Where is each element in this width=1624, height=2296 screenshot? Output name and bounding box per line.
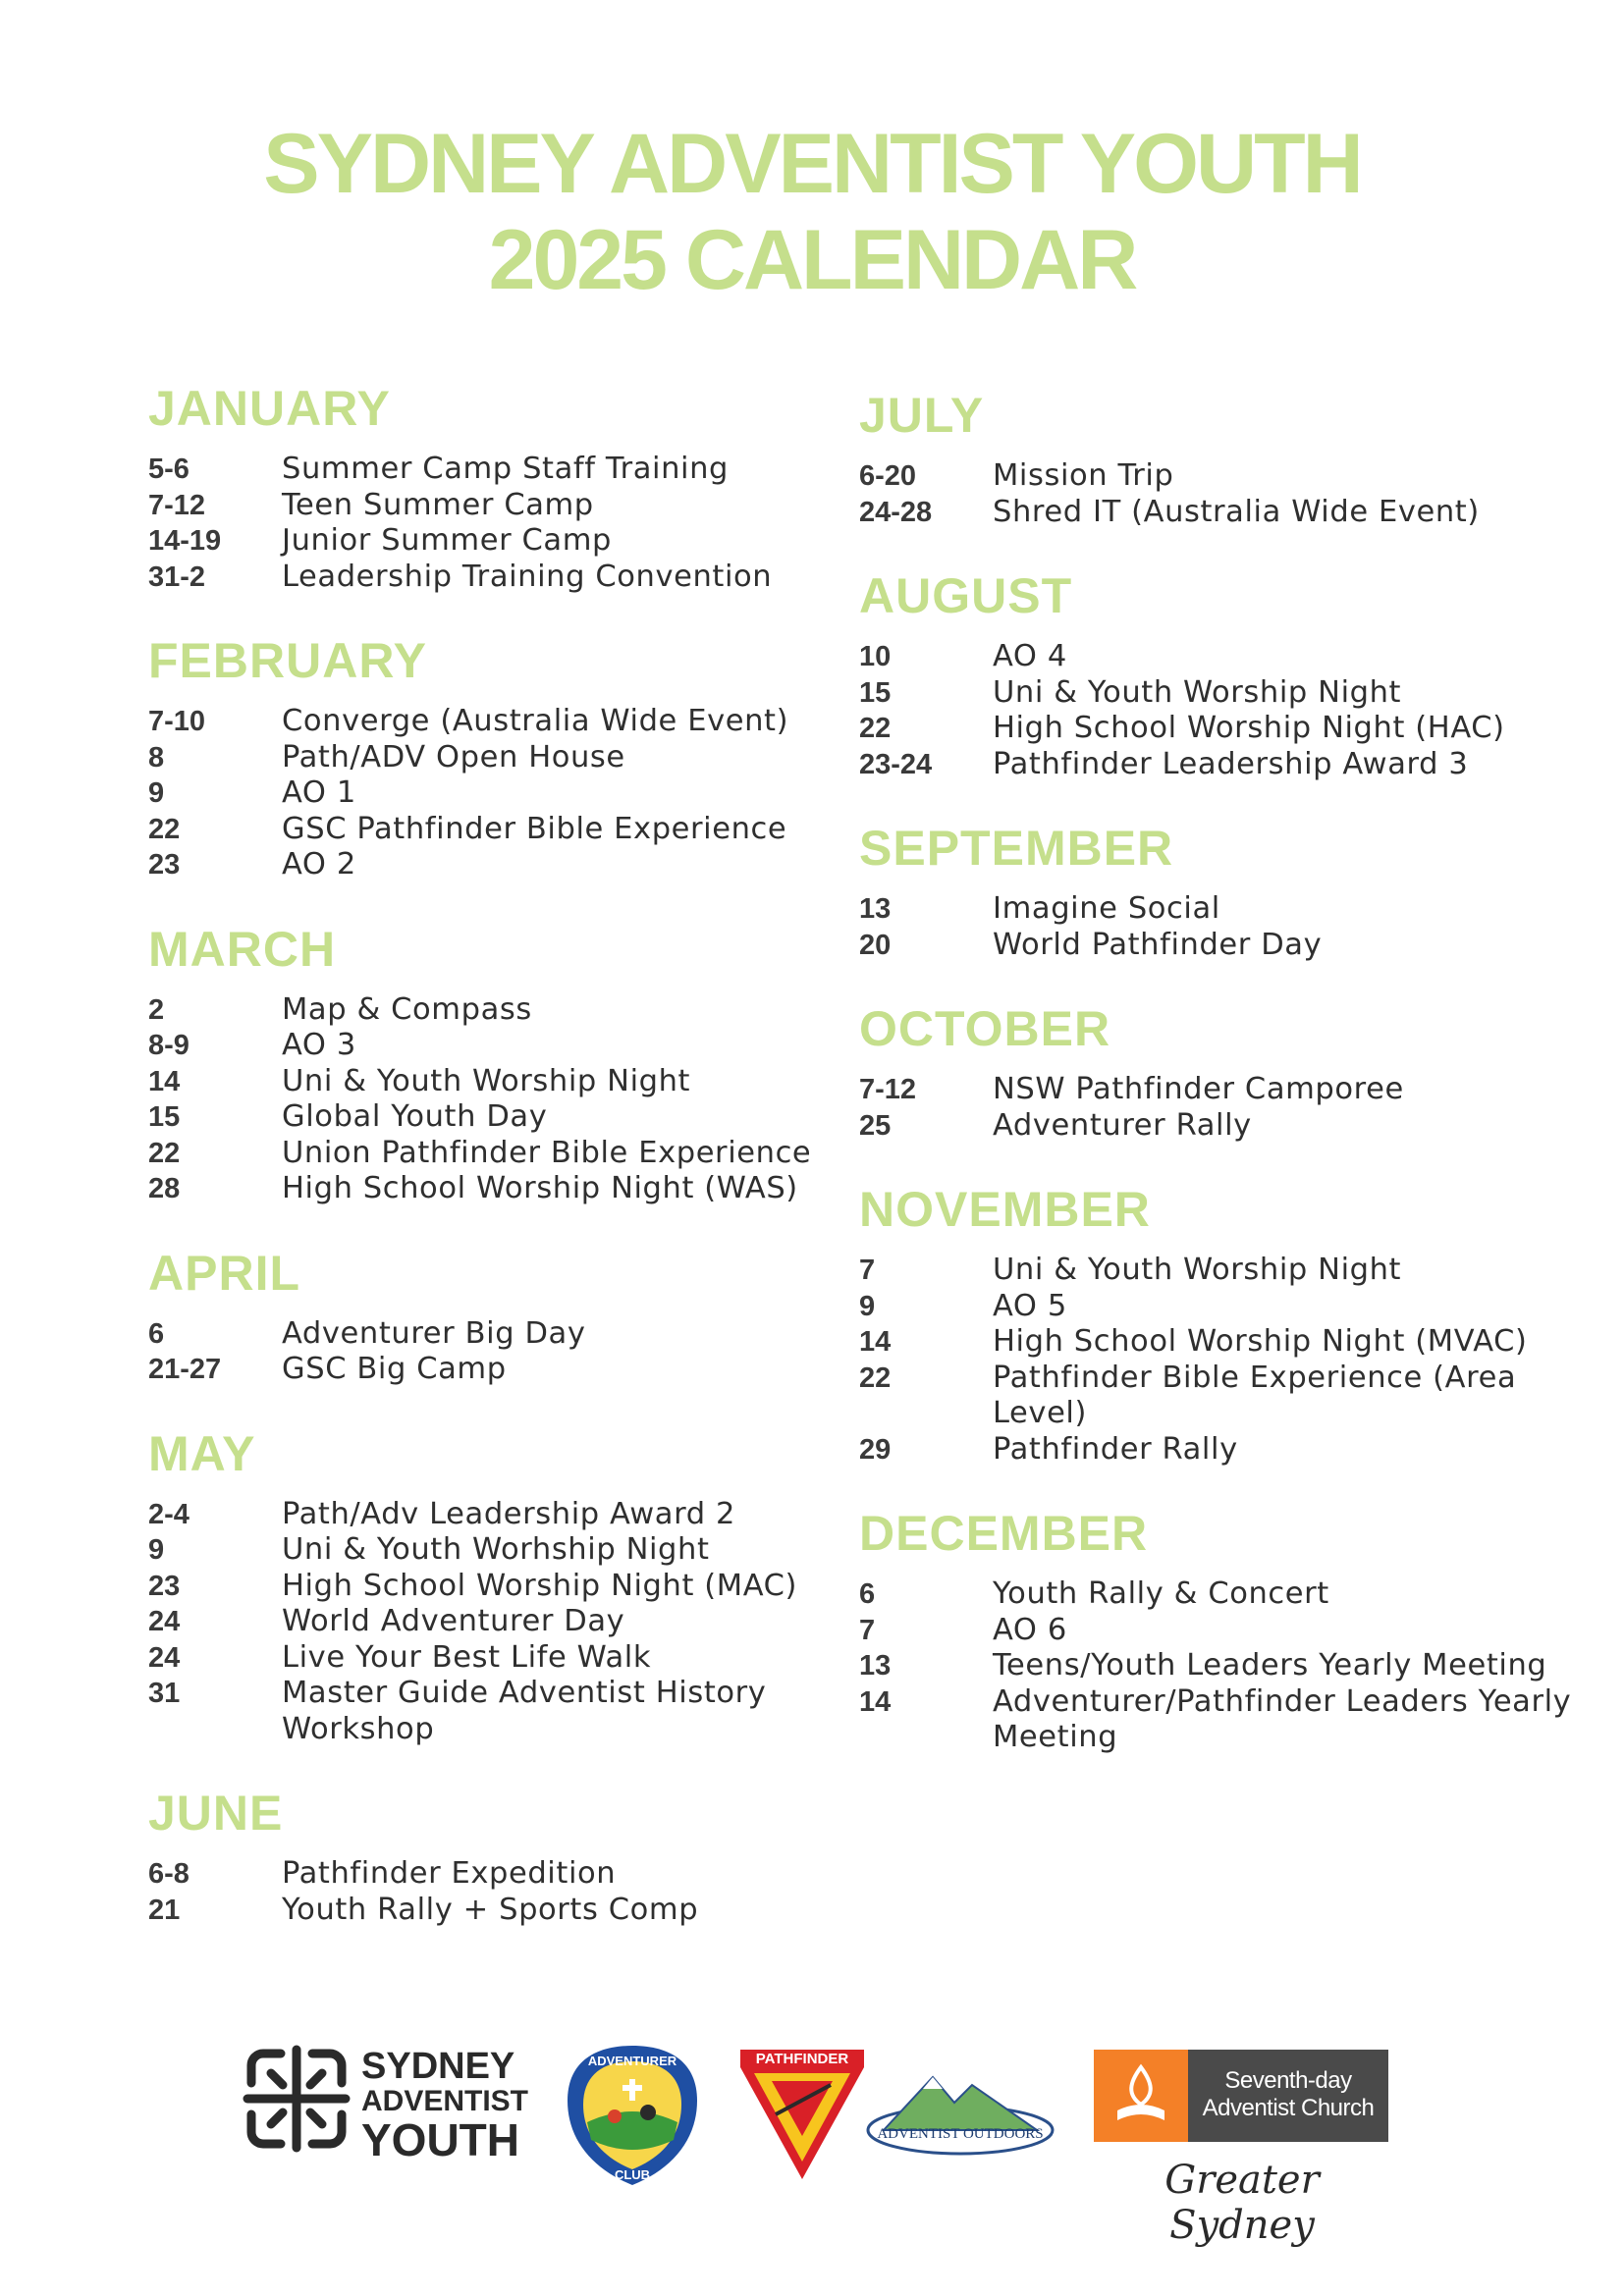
event-name: Map & Compass bbox=[282, 991, 532, 1027]
event-name: Summer Camp Staff Training bbox=[282, 452, 729, 486]
event-list bbox=[859, 1253, 1586, 1468]
event-name: Mission Trip bbox=[993, 458, 1174, 493]
month-heading: APRIL bbox=[148, 1245, 300, 1301]
event-row bbox=[148, 1604, 836, 1640]
event-row bbox=[148, 1569, 836, 1605]
event-name: Pathfinder Leadership Award 3 bbox=[993, 746, 1469, 781]
event-list bbox=[148, 992, 836, 1207]
event-name: Pathfinder Expedition bbox=[282, 1856, 617, 1891]
event-date: 9 bbox=[859, 1290, 876, 1322]
title-line-1: SYDNEY ADVENTIST YOUTH bbox=[263, 117, 1361, 211]
event-date: 15 bbox=[148, 1101, 181, 1133]
event-name: AO 3 bbox=[282, 1028, 356, 1062]
event-name: Uni & Youth Worship Night bbox=[282, 1063, 691, 1098]
event-row bbox=[859, 747, 1586, 783]
event-row bbox=[859, 1289, 1586, 1325]
event-row bbox=[859, 1361, 1586, 1432]
event-row bbox=[148, 1893, 836, 1929]
event-list bbox=[148, 1316, 836, 1388]
event-row bbox=[148, 452, 836, 488]
month-heading: JUNE bbox=[148, 1786, 284, 1841]
month-block-july bbox=[859, 386, 1586, 530]
month-heading: DECEMBER bbox=[859, 1506, 1149, 1561]
event-row bbox=[859, 458, 1586, 495]
event-name: World Adventurer Day bbox=[282, 1604, 625, 1638]
event-row bbox=[859, 1432, 1586, 1468]
event-name: GSC Pathfinder Bible Experience bbox=[282, 811, 787, 846]
event-row bbox=[148, 1099, 836, 1136]
adventurer-top-text: ADVENTURER bbox=[587, 2054, 677, 2068]
event-date: 7-10 bbox=[148, 706, 206, 737]
event-list bbox=[148, 1497, 836, 1748]
page-title bbox=[0, 116, 1624, 308]
event-row bbox=[148, 1316, 836, 1353]
event-list bbox=[148, 452, 836, 595]
month-block-october bbox=[859, 999, 1586, 1144]
event-date: 23 bbox=[148, 849, 181, 881]
event-row bbox=[859, 1324, 1586, 1361]
say-wordmark bbox=[361, 2046, 529, 2165]
event-date: 20 bbox=[859, 929, 892, 961]
event-name: Union Pathfinder Bible Experience bbox=[282, 1135, 812, 1170]
event-row bbox=[148, 1136, 836, 1172]
event-date: 9 bbox=[148, 777, 165, 809]
event-name: Imagine Social bbox=[993, 891, 1220, 926]
event-date: 9 bbox=[148, 1534, 165, 1566]
event-name: Path/Adv Leadership Award 2 bbox=[282, 1496, 735, 1531]
adventurer-bottom-text: CLUB bbox=[614, 2167, 651, 2182]
month-block-february bbox=[148, 631, 836, 883]
event-row bbox=[148, 704, 836, 740]
event-name: High School Worship Night (WAS) bbox=[282, 1171, 798, 1205]
event-date: 29 bbox=[859, 1433, 892, 1466]
event-date: 10 bbox=[859, 641, 892, 672]
event-row bbox=[859, 1684, 1586, 1756]
adventist-outdoors-logo bbox=[864, 2067, 1056, 2162]
month-block-december bbox=[859, 1504, 1586, 1756]
event-row bbox=[148, 847, 836, 883]
event-name: Adventurer Big Day bbox=[282, 1315, 586, 1351]
event-row bbox=[148, 488, 836, 524]
event-list bbox=[859, 458, 1586, 530]
month-heading: JULY bbox=[859, 388, 985, 443]
event-date: 2-4 bbox=[148, 1498, 189, 1530]
event-name: AO 5 bbox=[993, 1288, 1067, 1323]
event-date: 31 bbox=[148, 1678, 181, 1709]
event-date: 21 bbox=[148, 1894, 181, 1926]
event-list bbox=[859, 639, 1586, 782]
event-name: Pathfinder Bible Experience (Area Level) bbox=[993, 1360, 1517, 1430]
event-row bbox=[859, 1613, 1586, 1649]
event-list bbox=[859, 891, 1586, 963]
event-date: 24 bbox=[148, 1606, 181, 1637]
event-name: Youth Rally & Concert bbox=[993, 1576, 1329, 1611]
event-name: Shred IT (Australia Wide Event) bbox=[993, 494, 1480, 529]
event-name: AO 4 bbox=[993, 639, 1067, 673]
event-name: Uni & Youth Worhship Night bbox=[282, 1532, 710, 1567]
right-column bbox=[859, 386, 1586, 1792]
event-date: 31-2 bbox=[148, 561, 206, 593]
event-name: High School Worship Night (MAC) bbox=[282, 1568, 798, 1603]
title-line-2: 2025 CALENDAR bbox=[488, 213, 1136, 307]
month-heading: MARCH bbox=[148, 921, 337, 977]
event-row bbox=[859, 639, 1586, 675]
sda-tagline: Greater Sydney bbox=[1164, 2158, 1320, 2248]
pathfinder-badge bbox=[736, 2046, 868, 2183]
event-row bbox=[148, 1856, 836, 1893]
event-name: AO 2 bbox=[282, 847, 356, 881]
event-name: World Pathfinder Day bbox=[993, 927, 1323, 962]
month-block-august bbox=[859, 566, 1586, 782]
say-line-2: ADVENTIST bbox=[361, 2085, 529, 2117]
event-row bbox=[859, 928, 1586, 964]
event-row bbox=[148, 812, 836, 848]
event-name: AO 1 bbox=[282, 775, 356, 810]
event-date: 2 bbox=[148, 993, 165, 1026]
event-row bbox=[859, 1576, 1586, 1613]
event-name: Teens/Youth Leaders Yearly Meeting bbox=[993, 1648, 1547, 1682]
event-date: 6-8 bbox=[148, 1858, 189, 1890]
event-name: Junior Summer Camp bbox=[282, 523, 612, 558]
sda-wordmark bbox=[1192, 2067, 1384, 2122]
outdoors-text: ADVENTIST OUTDOORS bbox=[877, 2126, 1044, 2142]
event-name: Global Youth Day bbox=[282, 1099, 548, 1134]
event-name: High School Worship Night (HAC) bbox=[993, 711, 1505, 745]
event-row bbox=[148, 1352, 836, 1388]
event-date: 8 bbox=[148, 741, 165, 774]
month-block-january bbox=[148, 379, 836, 595]
event-row bbox=[148, 1640, 836, 1677]
event-date: 8-9 bbox=[148, 1030, 189, 1061]
event-date: 14 bbox=[859, 1685, 892, 1718]
event-name: GSC Big Camp bbox=[282, 1352, 507, 1386]
event-row bbox=[148, 1497, 836, 1533]
event-date: 14 bbox=[148, 1065, 181, 1097]
month-block-june bbox=[148, 1784, 836, 1928]
month-block-may bbox=[148, 1424, 836, 1748]
event-name: Master Guide Adventist History Workshop bbox=[282, 1676, 767, 1746]
event-date: 23 bbox=[148, 1570, 181, 1602]
event-row bbox=[148, 740, 836, 776]
event-date: 6 bbox=[148, 1317, 165, 1350]
sda-line-2: Adventist Church bbox=[1202, 2095, 1375, 2121]
event-name: Uni & Youth Worship Night bbox=[993, 674, 1402, 710]
event-list bbox=[148, 704, 836, 883]
event-date: 21-27 bbox=[148, 1354, 222, 1385]
event-date: 14-19 bbox=[148, 525, 222, 557]
event-date: 7 bbox=[859, 1255, 876, 1286]
event-date: 24 bbox=[148, 1641, 181, 1674]
event-row bbox=[148, 1028, 836, 1064]
event-list bbox=[148, 1856, 836, 1928]
sda-flame-block bbox=[1094, 2050, 1188, 2142]
event-date: 7-12 bbox=[148, 489, 206, 521]
event-row bbox=[859, 1648, 1586, 1684]
month-heading: OCTOBER bbox=[859, 1001, 1111, 1056]
month-heading: AUGUST bbox=[859, 568, 1073, 623]
event-date: 15 bbox=[859, 676, 892, 709]
sda-logo bbox=[1094, 2050, 1388, 2142]
event-date: 24-28 bbox=[859, 496, 933, 528]
event-row bbox=[148, 775, 836, 812]
month-heading: JANUARY bbox=[148, 381, 391, 436]
month-heading: NOVEMBER bbox=[859, 1182, 1151, 1237]
month-heading: FEBRUARY bbox=[148, 633, 427, 688]
event-row bbox=[148, 523, 836, 560]
event-name: Uni & Youth Worship Night bbox=[993, 1253, 1402, 1287]
event-row bbox=[148, 1171, 836, 1207]
event-date: 13 bbox=[859, 893, 892, 925]
logo-strip bbox=[0, 2042, 1624, 2248]
event-date: 22 bbox=[859, 713, 892, 744]
event-row bbox=[859, 1253, 1586, 1289]
event-name: Youth Rally + Sports Comp bbox=[282, 1892, 699, 1927]
event-date: 7-12 bbox=[859, 1074, 917, 1105]
say-emblem-icon bbox=[242, 2044, 352, 2154]
month-block-march bbox=[148, 920, 836, 1207]
event-row bbox=[148, 1064, 836, 1100]
month-block-september bbox=[859, 819, 1586, 963]
event-row bbox=[859, 891, 1586, 928]
event-row bbox=[859, 711, 1586, 747]
event-list bbox=[859, 1576, 1586, 1756]
event-date: 6 bbox=[859, 1578, 876, 1610]
event-date: 6-20 bbox=[859, 460, 917, 492]
event-name: Teen Summer Camp bbox=[282, 487, 594, 522]
event-date: 22 bbox=[859, 1362, 892, 1394]
event-name: Adventurer Rally bbox=[993, 1107, 1252, 1143]
event-date: 28 bbox=[148, 1173, 181, 1204]
event-date: 25 bbox=[859, 1109, 892, 1142]
event-date: 23-24 bbox=[859, 748, 933, 780]
event-name: Adventurer/Pathfinder Leaders Yearly Meeting bbox=[993, 1683, 1572, 1754]
month-heading: SEPTEMBER bbox=[859, 821, 1174, 876]
event-name: Path/ADV Open House bbox=[282, 739, 625, 774]
event-row bbox=[148, 992, 836, 1029]
pathfinder-text: PATHFINDER bbox=[755, 2051, 849, 2067]
say-line-1: SYDNEY bbox=[361, 2046, 515, 2087]
event-name: Pathfinder Rally bbox=[993, 1431, 1238, 1467]
sda-flame-icon bbox=[1094, 2050, 1188, 2142]
event-name: High School Worship Night (MVAC) bbox=[993, 1324, 1528, 1359]
event-date: 22 bbox=[148, 1137, 181, 1169]
event-row bbox=[859, 1072, 1586, 1108]
event-name: AO 6 bbox=[993, 1612, 1067, 1647]
sda-line-1: Seventh-day bbox=[1224, 2067, 1352, 2094]
event-row bbox=[148, 1532, 836, 1569]
event-row bbox=[859, 1108, 1586, 1145]
event-name: NSW Pathfinder Camporee bbox=[993, 1072, 1404, 1106]
event-row bbox=[859, 675, 1586, 712]
event-date: 13 bbox=[859, 1650, 892, 1682]
event-date: 14 bbox=[859, 1326, 892, 1358]
month-heading: MAY bbox=[148, 1425, 256, 1481]
event-date: 7 bbox=[859, 1614, 876, 1646]
month-block-november bbox=[859, 1180, 1586, 1468]
month-block-april bbox=[148, 1244, 836, 1388]
say-line-3: YOUTH bbox=[361, 2114, 519, 2165]
event-date: 5-6 bbox=[148, 454, 189, 485]
event-list bbox=[859, 1072, 1586, 1144]
event-row bbox=[148, 1676, 836, 1747]
event-name: Leadership Training Convention bbox=[282, 559, 773, 594]
event-row bbox=[148, 560, 836, 596]
event-date: 22 bbox=[148, 813, 181, 845]
event-name: Converge (Australia Wide Event) bbox=[282, 704, 789, 738]
adventurer-club-badge bbox=[564, 2042, 701, 2189]
left-column bbox=[148, 379, 836, 1964]
event-row bbox=[859, 495, 1586, 531]
event-name: Live Your Best Life Walk bbox=[282, 1639, 652, 1675]
